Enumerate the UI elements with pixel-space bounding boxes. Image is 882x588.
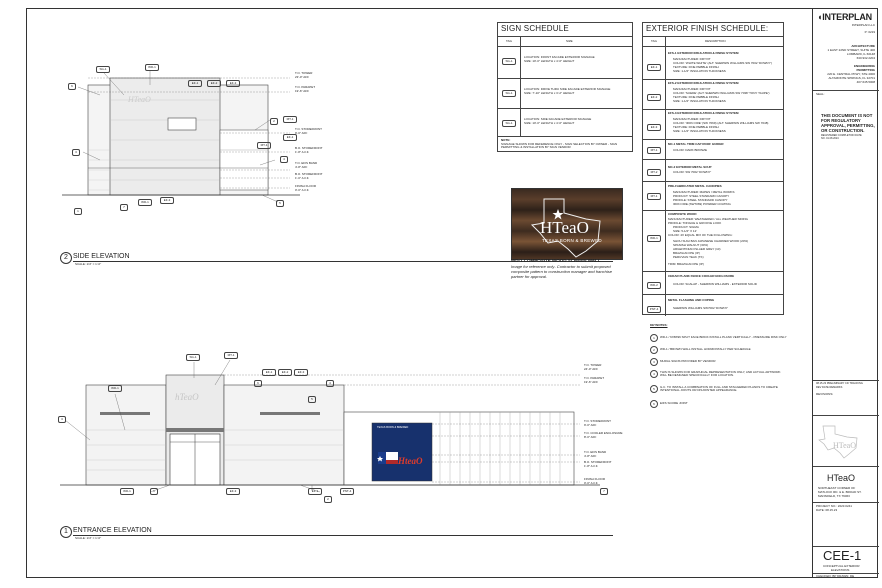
keynote-text: WD-1 / BROWN WALL INSTALL HORIZONTALLY PER SCHEDULE	[660, 347, 751, 351]
side-level-5-value: 1'-0" A.F.F.	[295, 176, 310, 180]
entrance-level-3-name: T.O. COOLER ENCLOSURE	[584, 431, 623, 435]
finish-row-line: PERUVIAN TEAK (TK)	[673, 255, 704, 259]
finish-row-line: PRODUCT: STEEL STANDARD CANOPY	[673, 194, 730, 198]
checked-drawn: CHECKED: BP DRAWN: DE	[816, 574, 855, 578]
keynote-number: 2	[650, 346, 658, 354]
sign-row-line: LOCATION: DRIVE THRU SIDE FACADE EXTERIOR SIGNAGE	[524, 87, 611, 91]
finish-row-line: COLOR: 'SUEDE' (ALT: SHERWIN WILLIAMS SW 7038 'TONY TAUPE')	[673, 91, 770, 95]
side-level-2-name: T.O. STOREFRONT	[295, 127, 322, 131]
finish-schedule	[642, 22, 784, 315]
issue-line: 08.15.23 PRELIMINARY CD TRACKING	[816, 382, 863, 385]
keynote-number: 1	[650, 334, 658, 342]
finish-row-line: PROFILE: STEEL STANDARD CANOPY	[673, 198, 728, 202]
keynotes-title: KEYNOTES:	[650, 323, 668, 327]
sign-row-tag: SG-1	[502, 120, 516, 127]
composite-wood-image	[511, 188, 623, 260]
entrance-callout: 3	[58, 416, 66, 423]
finish-row-line: COLOR: 4X EQUAL MIX OF THE FOLLOWING:	[668, 233, 733, 237]
side-level-3-value: 1'-8" A.F.F.	[295, 150, 310, 154]
finish-row-line: PROFILE: TONGUE & GROOVE LOOK	[668, 221, 722, 225]
finish-row-line: MANUFACTURER: MAPES / METAL WORKS	[673, 190, 735, 194]
side-tag: MT-1	[257, 142, 271, 149]
architecture-addr: 630.932.2204	[856, 56, 875, 60]
mural-top-text: TEXAS BORN & BREWED	[377, 426, 409, 429]
entrance-level-5-name: B.O. STOREFRONT	[584, 460, 612, 464]
sign-row-tag: SG-1	[502, 90, 516, 97]
firm-phone: P: 0219	[864, 30, 875, 34]
finish-row-line: COLOR: SCALAP - SHERWIN WILLIAMS - EXTERIOR SOLID	[673, 282, 757, 286]
finish-row-line: PRODUCT: SIGMA	[673, 225, 699, 229]
side-level-3-name: B.O. STOREFRONT	[295, 146, 323, 150]
finish-row-line: SHERWIN WILLIAMS SW7002 'DOWNY'	[673, 306, 729, 310]
entrance-tag: EF-1	[262, 369, 276, 376]
side-level-1-value: 19'-6" AFF	[295, 89, 309, 93]
entrance-level-1-name: T.O. PARAPET	[584, 376, 605, 380]
finish-row-line: COLOR: SW 7002 'DOWNY'	[673, 170, 712, 174]
finish-row-line: ARGENTINIAN ISLAER GREY (10)	[673, 247, 721, 251]
finish-row-line: SIZE: 5-1/2" X 12'	[673, 229, 697, 233]
architecture-addr: 1 EAST 22ND STREET, SUITE 400	[827, 48, 875, 52]
finish-row-line: IRON ORE (SW7069) POWDER COATING	[673, 202, 731, 206]
entrance-level-4-name: T.O. EFIS BAND	[584, 450, 607, 454]
finish-row-line: TRIM: BRAZILIAN IPE (IP)	[668, 262, 704, 266]
entrance-level-5-value: 1'-8" A.F.F.	[584, 464, 599, 468]
finish-row-title: COMPOSITE WOOD	[668, 212, 697, 216]
architecture-title: ARCHITECTURE	[851, 44, 875, 48]
entrance-level-4-value: 4'-8" AFF	[584, 454, 597, 458]
entrance-tag: EF-2	[278, 369, 292, 376]
side-tag: MT-1	[283, 116, 297, 123]
regulatory-line: APPROVAL, PERMITTING,	[821, 123, 875, 128]
finish-row-title: PRE-FABRICATED METAL CANOPIES	[668, 184, 722, 188]
side-level-4-value: 4'-8" AFF	[295, 165, 308, 169]
entrance-level-3-value: 8'-0" AFF	[584, 435, 597, 439]
finish-schedule-title: EXTERIOR FINISH SCHEDULE:	[646, 24, 769, 33]
keynote-text: THIS IS SHOWN FOR GRAPHICAL REPRESENTATION ONLY, AND ACTUAL ARTWORK WILL BE DESIGNED SPECIFICALLY FOR LOCATION.	[660, 370, 781, 378]
finish-row-line: MANUFACTURER: DRYVIT	[673, 117, 711, 121]
sign-schedule	[497, 22, 633, 152]
interplan-logo-icon: ◖	[817, 12, 823, 22]
permitting-addr: 407.645.5008	[856, 80, 875, 84]
side-elevation-title: SIDE ELEVATION	[73, 253, 130, 260]
finish-row-line: TEXTURE: FINE PEBBLE FINISH	[673, 95, 719, 99]
finish-row-title: METAL FLASHING AND COPING	[668, 298, 715, 302]
side-callout: 1	[74, 208, 82, 215]
firm-name	[817, 13, 872, 22]
finish-row-line: SIZE: 1-1/2" INSULATION THICKNESS	[673, 69, 726, 73]
side-tag: WD-1	[145, 64, 159, 71]
project-name: HTeaO	[827, 473, 856, 483]
project-logo-icon	[813, 420, 879, 460]
finish-row-title: MC-2 EXTERIOR METAL SCUP	[668, 165, 712, 169]
finish-row-tag: EF-3	[647, 124, 661, 131]
sign-row-line: SIZE: 10'-0" LENGTH x 4'-0" HEIGHT	[524, 121, 575, 125]
project-addr: MANSFIELD, TX 76063	[818, 494, 850, 498]
keynote-number: 4	[650, 370, 658, 378]
side-tag: EF-1	[188, 80, 202, 87]
finish-row-line: BRAZILIAN IPE (IP)	[673, 251, 700, 255]
finish-row-line: SIZE: 1-1/2" INSULATION THICKNESS	[673, 99, 726, 103]
entrance-title-rule	[73, 535, 613, 536]
project-addr: MATLOCK RD. & E. BROAD ST.	[818, 490, 862, 494]
side-level-5-name: B.O. STOREFRONT	[295, 172, 323, 176]
wood-caption: Image for reference only- Contractor to submit proposed composite pattern to construction manager and franchise partner for approval.	[511, 264, 612, 279]
sign-note: SIGNAGE SHOWN FOR REFERENCE ONLY - SIGN SELECTION BY OWNER - SIGN PERMITTING & INSTALLATION BY SIGN VENDOR	[501, 142, 618, 150]
sheet-title: CONCEPTUAL EXTERIOR	[823, 564, 860, 568]
finish-row-line: SPANISH WALNUT (30%)	[673, 243, 709, 247]
panel-brand: HTeaO	[540, 218, 589, 237]
finish-row-tag: PNT-4	[647, 306, 661, 313]
finish-row-title: EFS-2 EXTERIOR INSULATION & FINISH SYSTEM	[668, 81, 739, 85]
side-tag: EF-3	[226, 80, 240, 87]
entrance-level-6-name: FINISH FLOOR	[584, 477, 606, 481]
entrance-tag: EF-3	[226, 488, 240, 495]
finish-row-tag: MT-2	[647, 169, 661, 176]
finish-row-line: SHOU SUGI BAN JAPANESE CHARRED WOOD (20%)	[673, 239, 749, 243]
project-addr: NORTHEAST CORNER OF	[818, 486, 856, 490]
svg-text:HTeaO: HTeaO	[128, 95, 151, 104]
keynote-number: 3	[650, 358, 658, 366]
finish-row-line: SIZE: 1-1/2" INSULATION THICKNESS	[673, 129, 726, 133]
finish-row-tag: MT-1	[647, 147, 661, 154]
revision-label: REVISIONS:	[816, 392, 834, 396]
entrance-elevation-scale: SCALE: 1/4" = 1'-0"	[75, 536, 102, 540]
entrance-tag: PNT-4	[340, 488, 354, 495]
side-level-0-value: 23'-0" AFF	[295, 75, 309, 79]
finish-row-line: MANUFACTURER: DRYVIT	[673, 87, 711, 91]
side-level-0-name: T.O. TOWER	[295, 71, 313, 75]
permitting-title: PERMITTING	[856, 68, 875, 72]
regulatory-line: FOR REGULATORY	[821, 118, 861, 123]
entrance-level-2-name: T.O. STOREFRONT	[584, 419, 611, 423]
entrance-tag: SG-1	[186, 354, 200, 361]
svg-text:HTeaO: HTeaO	[833, 441, 856, 450]
firm-sub: INTERPLAN LLC	[851, 23, 875, 27]
regulatory-line: OR CONSTRUCTION.	[821, 128, 865, 133]
finish-row-tag: WD-1	[647, 235, 661, 242]
entrance-callout: 5	[308, 396, 316, 403]
entrance-callout: 6	[254, 380, 262, 387]
finish-row-tag: EF-2	[647, 94, 661, 101]
permitting-addr: 220 E. CENTRAL PKWY, STE 4000	[827, 72, 875, 76]
side-level-2-value: 9'-0" AFF	[295, 131, 308, 135]
finish-row-title: CEDAR PLANK FENCE COOLER ENCLOSURE	[668, 274, 735, 278]
entrance-tag: EF-3	[294, 369, 308, 376]
regulatory-line: THIS DOCUMENT IS NOT	[821, 113, 873, 118]
side-tag: EF-2	[207, 80, 221, 87]
entrance-level-2-value: 9'-0" AFF	[584, 423, 597, 427]
sign-schedule-header-tag: TAG	[506, 39, 512, 43]
entrance-elevation-title: ENTRANCE ELEVATION	[73, 527, 152, 534]
finish-header-desc: DESCRIPTION	[705, 39, 726, 43]
finish-row-tag: EF-1	[647, 64, 661, 71]
project-date: DATE: 08.15.23	[816, 508, 838, 512]
project-number: PROJECT NO.: 2023.0241	[816, 504, 852, 508]
side-level-6-value: 0'-0" A.F.F.	[295, 188, 310, 192]
side-tag: SG-1	[96, 66, 110, 73]
keynote-text: G.C. TO INSTALL A COMBINATION OF FULL AND STAGGERED PLANKS TO CREATE INTENTIONAL JOINTS OR DISJOINTED APPEARANCE.	[660, 385, 778, 393]
entrance-tag: WD-1	[120, 488, 134, 495]
entrance-tag: MT-1	[224, 352, 238, 359]
side-callout: 2	[270, 118, 278, 125]
entrance-tag: WD-1	[108, 385, 122, 392]
side-callout: 5	[276, 200, 284, 207]
sign-schedule-header-size: SIZE	[566, 39, 573, 43]
finish-row-line: TEXTURE: FINE PEBBLE FINISH	[673, 65, 719, 69]
seal-label: SEAL:	[816, 92, 825, 96]
entrance-callout: 2	[324, 496, 332, 503]
sign-row-tag: SG-1	[502, 58, 516, 65]
entrance-callout: 1	[150, 488, 158, 495]
regulatory-sub: NO. 01.08.2024	[821, 137, 839, 140]
side-level-1-name: T.O. PARAPET	[295, 85, 316, 89]
side-callout: 6	[68, 83, 76, 90]
entrance-tag: EF-1	[308, 488, 322, 495]
wood-caption-title: WD-1 COMPOSITE WOOD SCREEN WALL	[511, 258, 601, 263]
entrance-elevation-number: 1	[60, 526, 72, 538]
sign-row-line: LOCATION: SIDE FACADE EXTERIOR SIGNAGE	[524, 117, 592, 121]
entrance-level-1-value: 19'-6" AFF	[584, 380, 598, 384]
sheet-number: CEE-1	[823, 548, 862, 563]
side-level-6-name: FINISH FLOOR	[295, 184, 317, 188]
finish-row-title: MC-1 METAL TRIM CAP ROOF GUIDER	[668, 142, 724, 146]
finish-row-line: COLOR: DARK BRONZE	[673, 148, 708, 152]
keynote-number: 5	[650, 385, 658, 393]
side-tag: EF-1	[283, 134, 297, 141]
finish-row-line: COLOR: 'IRON ORE' (SW 7069) (ALT: SHERWIN WILLIAMS SW 7048)	[673, 121, 769, 125]
entrance-level-0-value: 24'-0" AFF	[584, 367, 598, 371]
sheet-title: ELEVATIONS	[831, 568, 850, 572]
keynote-text: EIFS SCORE JOINT	[660, 401, 688, 405]
firm-name-text: INTERPLAN	[822, 12, 872, 22]
sign-note-title: NOTE:	[501, 138, 511, 142]
side-tag: WD-1	[138, 199, 152, 206]
side-elevation-scale: SCALE: 1/4" = 1'-0"	[75, 262, 102, 266]
side-callout: 4	[280, 156, 288, 163]
side-level-4-name: T.O. EFIS BAND	[295, 161, 318, 165]
sign-row-line: SIZE: 10'-0" LENGTH x 4'-0" HEIGHT	[524, 59, 575, 63]
finish-row-tag: MT-1	[647, 193, 661, 200]
permitting-addr: ALTAMONTE SPRINGS, FL 32701	[828, 76, 875, 80]
issue-line-2: REV DATE REMARKS	[816, 386, 843, 389]
finish-row-title: EFS-1 EXTERIOR INSULATION & FINISH SYSTEM	[668, 51, 739, 55]
finish-header-tag: TAG	[651, 39, 657, 43]
regulatory-sub: REGISTERED COMPLETION DATE	[821, 134, 862, 137]
side-callout: 7	[120, 204, 128, 211]
sign-row-line: LOCATION: FRONT FACADE EXTERIOR SIGNAGE	[524, 55, 595, 59]
side-elevation-number: 2	[60, 252, 72, 264]
finish-row-title: EFS-3 EXTERIOR INSULATION & FINISH SYSTEM	[668, 111, 739, 115]
entrance-callout: 7	[600, 488, 608, 495]
finish-row-line: MANUFACTURER: WEATHERED / ALL WEATHER SIDING	[668, 217, 748, 221]
sign-row-line: SIZE: 7'-10" LENGTH x 3'-2" HEIGHT	[524, 91, 575, 95]
svg-text:hTeaO: hTeaO	[175, 392, 199, 402]
finish-row-line: MANUFACTURER: DRYVIT	[673, 57, 711, 61]
side-tag: EF-3	[160, 197, 174, 204]
entrance-level-6-value: 0'-0" A.F.F.	[584, 481, 599, 485]
entrance-level-0-name: T.O. TOWER	[584, 363, 602, 367]
finish-row-line: TEXTURE: FINE PEBBLE FINISH	[673, 125, 719, 129]
architecture-addr: LOMBARD, IL 60148	[846, 52, 875, 56]
panel-tagline: TEXAS BORN & BREWED	[542, 238, 602, 243]
finish-row-tag: WD-2	[647, 282, 661, 289]
keynote-text: WD-1 / 6X8X96 SPLIT FACE BRICK INSTALL PLANK VERTICALLY - PRESSURE RISK ONLY	[660, 335, 787, 339]
title-block	[812, 8, 879, 578]
sign-schedule-title: SIGN SCHEDULE	[501, 24, 569, 33]
keynote-number: 6	[650, 400, 658, 408]
engineering-title: ENGINEERING	[853, 64, 875, 68]
finish-row-line: COLOR: 'WHITE WHITE' (ALT: SHERWIN WILLIAMS SW 7002 'DOWNY')	[673, 61, 773, 65]
side-callout: 3	[72, 149, 80, 156]
entrance-callout: 4	[326, 380, 334, 387]
keynote-text: MURAL SIGNS PROVIDED BY VENDOR	[660, 359, 716, 363]
mural-brand: HteaO	[398, 456, 423, 466]
